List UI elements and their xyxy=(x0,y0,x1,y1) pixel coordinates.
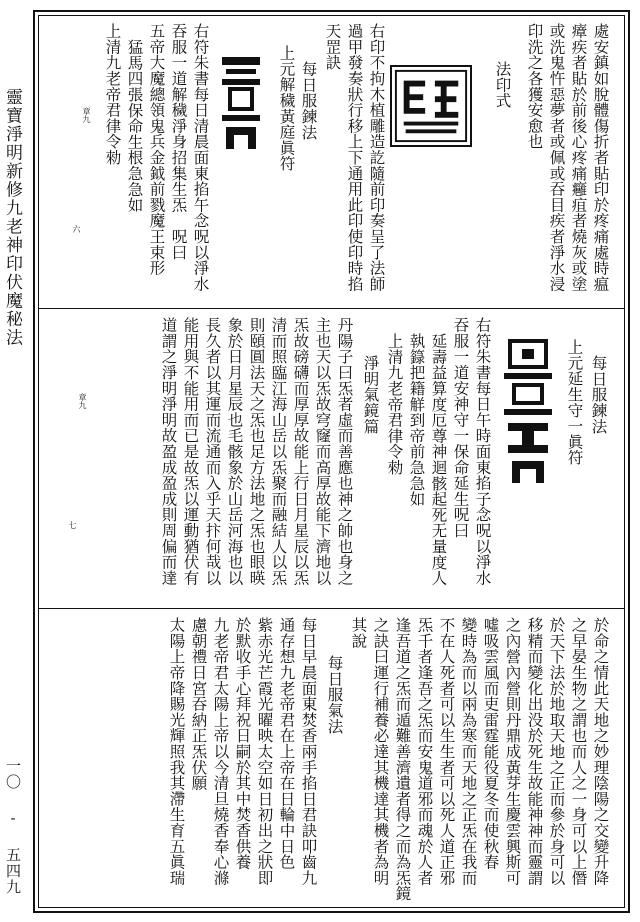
talisman-title: 上元解穢黃庭眞符 xyxy=(277,45,296,172)
margin-mark: 章九 xyxy=(78,393,87,409)
text-column: 處安鎮如脫體傷折者貼印於疼痛處時瘟 xyxy=(591,23,610,292)
text-column: 於默收手心拜祝日嗣於其中焚香供養 xyxy=(233,617,252,870)
square-seal-icon xyxy=(392,67,470,145)
section-heading: 淨明氣鏡篇 xyxy=(361,355,380,434)
text-column: 清而照臨江海山岳以炁聚而融結人以炁 xyxy=(269,317,288,586)
text-column: 長久者以其運而流通而入乎天抃何哉以 xyxy=(203,317,222,586)
text-column: 右符朱書每日清晨面東掐午念呪以淨水 xyxy=(191,23,210,292)
talisman-icon xyxy=(500,337,556,487)
talisman-top xyxy=(216,53,266,153)
text-column: 於天下法於地取天地之正而參於身可以 xyxy=(547,617,566,886)
text-column: 主也天以炁故穹窿而高厚故能下濟地以 xyxy=(313,317,332,586)
section-heading: 法印式 xyxy=(493,61,512,109)
section-bottom xyxy=(38,609,625,908)
section-top xyxy=(38,15,625,308)
text-column: 炁故磅礴而厚厚故能上行日月星辰以炁 xyxy=(291,317,310,586)
section-middle xyxy=(38,309,625,608)
text-column: 上清九老帝君律令勑 xyxy=(103,23,122,166)
text-column: 五帝大魔總領鬼兵金鉞前戮魔王束形 xyxy=(147,23,166,276)
text-column: 能用與不能用而已是故炁以運動猶伏有 xyxy=(181,317,200,586)
seal-top xyxy=(390,65,472,147)
text-column: 則頤圓法天之炁也足方法地之炁也眼暎 xyxy=(247,317,266,586)
talisman-middle xyxy=(500,337,556,487)
text-column: 延壽益算度厄尊神迴骸起死无量度人 xyxy=(429,333,448,586)
text-column: 之內營內營則丹鼎成黃芽生慶雲興斯可 xyxy=(503,617,522,886)
text-column: 天罡訣 xyxy=(323,23,342,71)
text-column: 右印不拘木植雕造訖隨前印奏呈了法師 xyxy=(367,23,386,292)
text-column: 象於日月星辰也毛骸象於山岳河海也以 xyxy=(225,317,244,586)
section-heading: 每日服鍊法 xyxy=(589,355,608,434)
text-column: 紫赤光芒霞光曜映太空如日初出之狀即 xyxy=(255,617,274,886)
text-column: 不在人死者可以生生者可以死人道正邪 xyxy=(437,617,456,886)
margin-mark: 七 xyxy=(68,521,77,529)
section-heading: 每日服氣法 xyxy=(325,655,344,734)
text-column: 吞服一道解穢淨身招集生炁 呪曰 xyxy=(169,23,188,260)
text-column: 變時為而以兩為寒而天地之正炁在我而 xyxy=(459,617,478,886)
text-column: 噓吸雲風而吏雷霆能役夏冬而使秋春 xyxy=(481,617,500,870)
margin-mark: 六 xyxy=(72,225,81,233)
text-column: 其說 xyxy=(349,617,368,649)
text-column: 移精而變化出没於死生故能神神而靈謂 xyxy=(525,617,544,886)
text-column: 之早晏生物之謂也而人之一身可以上僭 xyxy=(569,617,588,886)
text-column: 炁千者逢吾之炁而安鬼道邪而魂於人者 xyxy=(415,617,434,886)
text-column: 通存想九老帝君在上帝在日輪中日色 xyxy=(277,617,296,870)
section-heading: 每日服鍊法 xyxy=(299,61,318,140)
text-column: 吞服一道安神守一保命延生呪曰 xyxy=(451,317,470,539)
text-column: 九老帝君太陽上帝以今清旦燒香奉心滌 xyxy=(211,617,230,886)
text-column: 每日早晨面東焚香兩手掐日君訣叩齒九 xyxy=(299,617,318,886)
text-column: 瘴疾者貼於前後心疼痛癰疽者燒灰或塗 xyxy=(569,23,588,292)
talisman-title: 上元延生守一眞符 xyxy=(565,339,584,466)
text-column: 右符朱書每日午時面東掐子念呪以淨水 xyxy=(473,317,492,586)
margin-mark: 章九 xyxy=(82,107,91,123)
text-column: 過甲發奏狀行移上下通用此印使印時掐 xyxy=(345,23,364,292)
text-column: 執籙把籍觧到帝前急急如 xyxy=(407,333,426,507)
text-column: 印洗之各獲安愈也 xyxy=(525,23,544,150)
text-column: 之訣曰運行補養必達其機達其機者為明 xyxy=(371,617,390,886)
text-column: 道謂之淨明淨明故盈成盈成則周偏而達 xyxy=(159,317,178,586)
page-number: 一〇 - 五四九 xyxy=(4,758,22,895)
text-column: 上清九老帝君律令勑 xyxy=(385,333,404,476)
text-column: 慮朝禮日宮吞納正炁伏願 xyxy=(189,617,208,791)
text-column: 太陽上帝降賜光輝照我其滯生育五眞瑞 xyxy=(167,617,186,886)
text-column: 逢吾道之炁而遁難善濟遺者得之而為炁鏡 xyxy=(393,617,412,902)
text-column: 丹陽子曰炁者虛而善應也神之帥也身之 xyxy=(335,317,354,586)
text-column: 猛馬四張保命生根急急如 xyxy=(125,39,144,213)
margin-title: 靈寶淨明新修九老神印伏魔秘法 xyxy=(2,88,22,347)
text-column: 於命之情此天地之妙理陰陽之交變升降 xyxy=(591,617,610,886)
text-column: 或洗鬼忤惡夢者或佩或吞目疾者淨水浸 xyxy=(547,23,566,292)
talisman-icon xyxy=(216,53,266,153)
